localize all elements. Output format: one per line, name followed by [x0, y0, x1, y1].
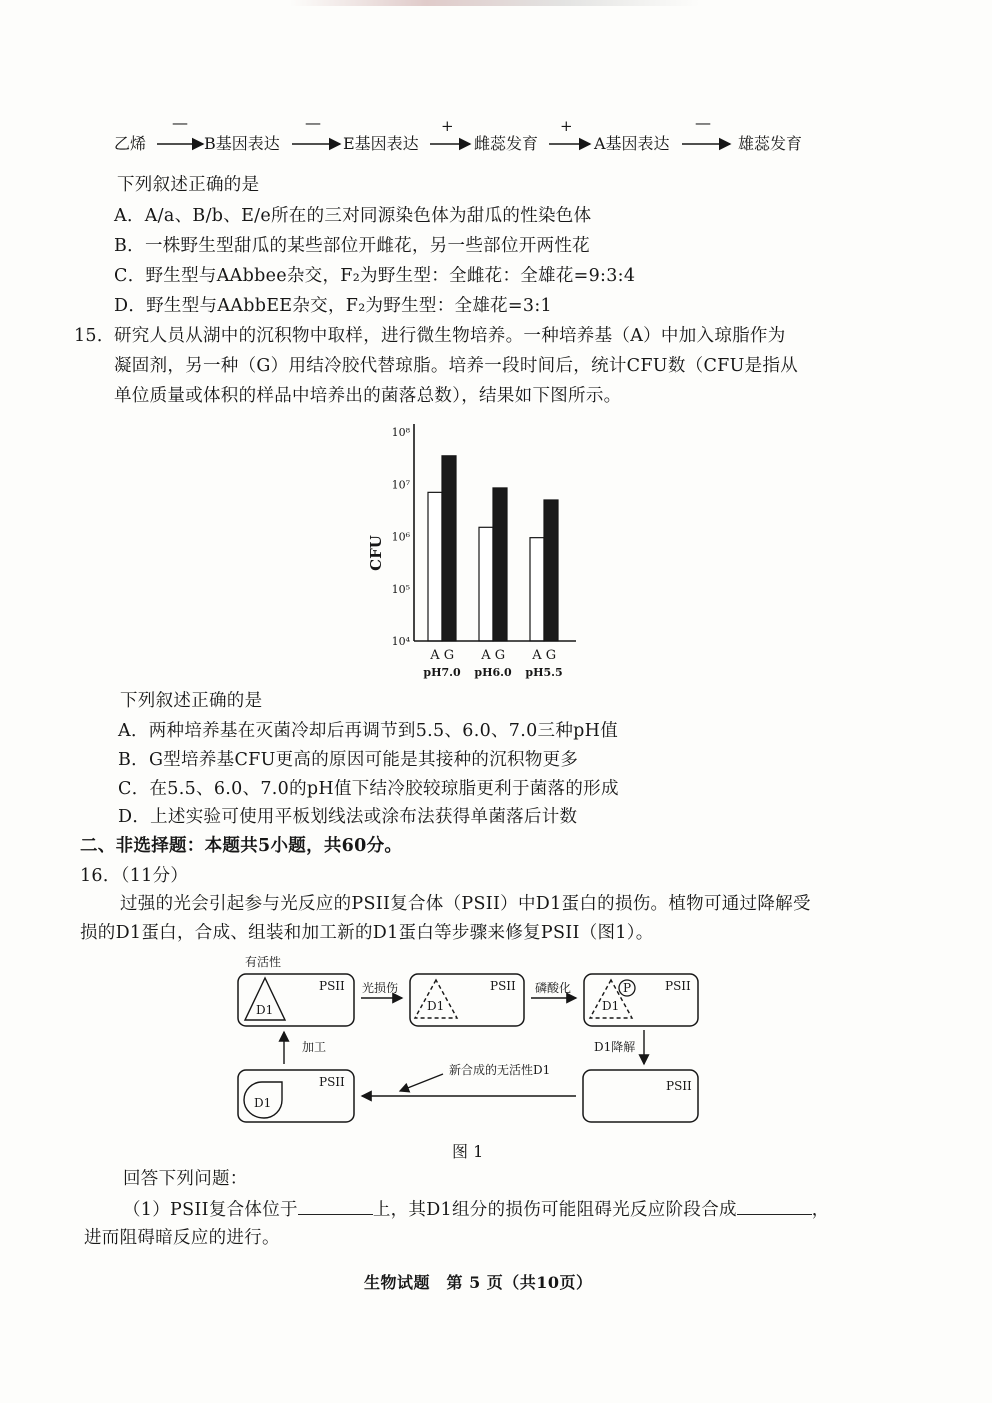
bar-series-label: G [443, 648, 455, 663]
d1-label: D1 [254, 1096, 272, 1110]
d1-label: D1 [427, 999, 445, 1013]
d1-degrade-label: D1降解 [594, 1040, 636, 1054]
q15-option-a[interactable]: A．两种培养基在灭菌冷却后再调节到5.5、6.0、7.0三种pH值 [118, 721, 618, 741]
pathway-step: 乙烯 [114, 134, 147, 153]
y-tick-label: 10⁶ [391, 530, 410, 544]
pathway-sign: + [441, 117, 454, 135]
q16-text-line: 过强的光会引起参与光反应的PSII复合体（PSII）中D1蛋白的损伤。植物可通过降解受 [120, 894, 811, 914]
q15-option-c[interactable]: C．在5.5、6.0、7.0的pH值下结冷胶较琼脂更利于菌落的形成 [118, 779, 619, 799]
y-tick-label: 10⁴ [391, 635, 410, 648]
q14-option-a[interactable]: A．A/a、B/b、E/e所在的三对同源染色体为甜瓜的性染色体 [114, 206, 592, 226]
q16-text-line: 损的D1蛋白，合成、组装和加工新的D1蛋白等步骤来修复PSII（图1）。 [80, 923, 654, 943]
bar-a-ph55 [530, 538, 544, 641]
pathway-step: B基因表达 [204, 134, 280, 153]
q15-option-d[interactable]: D．上述实验可使用平板划线法或涂布法获得单菌落后计数 [118, 807, 578, 827]
bar-series-label: A [532, 648, 542, 663]
bar-g-ph60 [493, 488, 507, 641]
psii-box-empty [583, 1070, 698, 1122]
y-axis-label: CFU [367, 535, 385, 571]
x-category-label: pH6.0 [474, 666, 512, 679]
bar-series-label: G [545, 648, 557, 663]
q16-sub1-part-b: 上，其D1组分的损伤可能阻碍光反应阶段合成 [372, 1200, 737, 1220]
q15-text-line: 单位质量或体积的样品中培养出的菌落总数），结果如下图所示。 [114, 386, 622, 406]
q15-text-line: 研究人员从湖中的沉积物中取样，进行微生物培养。一种培养基（A）中加入琼脂作为 [114, 326, 786, 346]
pathway-step: A基因表达 [594, 134, 670, 153]
psii-label: PSII [319, 1075, 345, 1089]
section-heading: 二、非选择题：本题共5小题，共60分。 [80, 836, 403, 856]
light-damage-label: 光损伤 [362, 981, 399, 995]
bar-series-label: A [430, 648, 440, 663]
active-label: 有活性 [245, 955, 282, 969]
d1-label: D1 [602, 999, 620, 1013]
q16-sub1-part-c: ， [811, 1200, 830, 1220]
q15-text-line: 凝固剂，另一种（G）用结冷胶代替琼脂。培养一段时间后，统计CFU数（CFU是指从 [114, 356, 799, 376]
q14-option-b[interactable]: B．一株野生型甜瓜的某些部位开雌花，另一些部位开两性花 [114, 236, 590, 256]
processing-label: 加工 [302, 1040, 327, 1054]
d1-label: D1 [256, 1003, 274, 1017]
arrow-new-d1-insert [400, 1074, 443, 1091]
y-tick-label: 10⁵ [391, 582, 410, 596]
q16-sub1-part-a: （1）PSII复合体位于 [123, 1200, 298, 1220]
q15-number: 15． [74, 326, 115, 346]
psii-label: PSII [666, 1079, 692, 1093]
bar-series-label: G [494, 648, 506, 663]
bar-series-label: A [481, 648, 491, 663]
q16-header: 16．（11分） [80, 866, 189, 886]
psii-label: PSII [319, 979, 345, 993]
pathway-sign: — [172, 113, 188, 132]
new-d1-label: 新合成的无活性D1 [449, 1063, 551, 1077]
q16-sub1 [123, 1198, 830, 1221]
q15-option-b[interactable]: B．G型培养基CFU更高的原因可能是其接种的沉积物更多 [118, 750, 579, 770]
y-tick-label: 10⁷ [391, 478, 410, 492]
cfu-bar-chart [360, 412, 590, 684]
gene-pathway-diagram [100, 112, 840, 162]
bar-g-ph55 [544, 500, 558, 641]
psii-label: PSII [490, 979, 516, 993]
q16-sub1-line2: 进而阻碍暗反应的进行。 [84, 1228, 280, 1248]
psii-label: PSII [665, 979, 691, 993]
pathway-sign: — [695, 113, 711, 132]
pathway-step: E基因表达 [343, 134, 419, 153]
pathway-sign: — [305, 113, 321, 132]
bar-a-ph70 [428, 492, 442, 641]
x-category-label: pH7.0 [423, 666, 461, 679]
pathway-step: 雄蕊发育 [738, 134, 803, 153]
answer-blank-1[interactable] [298, 1198, 373, 1215]
phosphate-label: P [623, 981, 632, 995]
answer-blank-2[interactable] [737, 1198, 812, 1215]
page-footer: 生物试题 第 5 页（共10页） [364, 1273, 593, 1292]
x-category-label: pH5.5 [525, 666, 563, 679]
figure-caption: 图 1 [452, 1142, 484, 1161]
bar-a-ph60 [479, 527, 493, 641]
q14-stem: 下列叙述正确的是 [117, 175, 260, 195]
q14-option-d[interactable]: D．野生型与AAbbEE杂交，F₂为野生型：全雄花=3:1 [114, 296, 552, 316]
y-tick-label: 10⁸ [391, 426, 410, 439]
pathway-step: 雌蕊发育 [474, 134, 539, 153]
psii-repair-diagram [228, 950, 708, 1130]
bar-g-ph70 [442, 456, 456, 641]
pathway-sign: + [560, 117, 573, 135]
phosphorylation-label: 磷酸化 [535, 981, 572, 995]
answer-prompt: 回答下列问题： [123, 1169, 248, 1189]
q14-option-c[interactable]: C．野生型与AAbbee杂交，F₂为野生型：全雌花：全雄花=9:3:4 [114, 266, 636, 286]
q15-stem: 下列叙述正确的是 [120, 691, 263, 711]
scan-artifact [290, 0, 700, 6]
